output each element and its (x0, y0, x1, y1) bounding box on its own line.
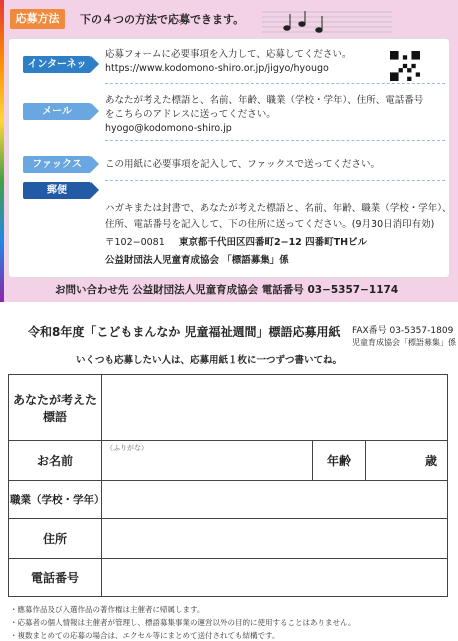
form-subtitle: いくつも応募したい人は、応募用紙１枚に一つずつ書いてね。 (76, 355, 343, 366)
form-title: 令和8年度「こどもまんなか 児童福祉週間」標語応募用紙 (28, 325, 341, 339)
divider (105, 140, 445, 141)
footnote: ・複数まとめての応募の場合は、エクセル等にまとめて送付されても結構です。 (10, 631, 280, 640)
slogan-label: あなたが考えた標語 (9, 375, 102, 441)
how-to-apply-intro: 下の４つの方法で応募できます。 (80, 13, 245, 26)
qr-code-icon[interactable] (390, 51, 420, 81)
music-notes-icon (262, 8, 392, 34)
how-to-apply-panel (0, 0, 458, 302)
mail-instruction-2: をこちらのアドレスに送ってください。 (105, 109, 276, 120)
mail-address[interactable]: hyogo@kodomono-shiro.jp (105, 123, 232, 134)
contact-line: お問い合わせ先 公益財団法人児童育成協会 電話番号 03−5357−1174 (55, 284, 399, 296)
phone-field[interactable] (102, 559, 448, 597)
post-instruction: ハガキまたは封書で、あなたが考えた標語と、名前、年齢、職業（学校・学年）、 (105, 203, 452, 214)
fax-number: FAX番号 03-5357-1809 (352, 326, 454, 336)
post-instruction-2: 住所、電話番号を記入して、下の住所に送ってください。(9月30日消印有効) (105, 219, 435, 230)
address-field[interactable] (102, 519, 448, 559)
tag-internet: インターネット (23, 56, 91, 73)
address-label: 住所 (9, 519, 102, 559)
application-form (8, 374, 448, 597)
footnote: ・応募者の個人情報は主催者が管理し、標語募集事業の運営以外の目的に使用することはありません。 (10, 618, 356, 627)
name-field[interactable] (102, 441, 313, 481)
tag-mail: メール (23, 103, 91, 120)
footnote: ・應募作品及び入選作品の著作権は主催者に帰属します。 (10, 605, 205, 614)
name-label: お名前 (9, 441, 102, 481)
post-zip: 〒102−0081 (105, 237, 165, 248)
fax-instruction: この用紙に必要事項を記入して、ファックスで送ってください。 (105, 159, 381, 170)
tag-fax: ファックス (23, 156, 91, 173)
tag-post: 郵便 (23, 182, 91, 199)
mail-instruction: あなたが考えた標語と、名前、年齢、職業（学校・学年）、住所、電話番号 (105, 95, 424, 106)
post-address: 東京都千代田区四番町2−12 四番町THビル (179, 237, 368, 248)
age-label: 年齢 (313, 441, 366, 481)
phone-label: 電話番号 (9, 559, 102, 597)
age-field[interactable] (366, 441, 448, 481)
how-to-apply-badge: 応募方法 (10, 9, 65, 29)
divider (105, 83, 445, 84)
internet-url[interactable]: https://www.kodomono-shiro.or.jp/jigyo/hyougo (105, 63, 329, 74)
divider (105, 180, 445, 181)
post-destination: 公益財団法人児童育成協会 「標語募集」係 (105, 255, 289, 266)
age-unit: 歳 (424, 454, 437, 468)
fax-destination: 児童育成協会「標語募集」係 (352, 338, 456, 347)
methods-card (8, 38, 450, 278)
furigana-label: （ふりがな） (106, 444, 148, 452)
job-label: 職業（学校・学年） (9, 481, 102, 519)
slogan-field[interactable] (102, 375, 448, 441)
job-field[interactable] (102, 481, 448, 519)
internet-instruction: 応募フォームに必要事項を入力して、応募してください。 (105, 49, 352, 60)
